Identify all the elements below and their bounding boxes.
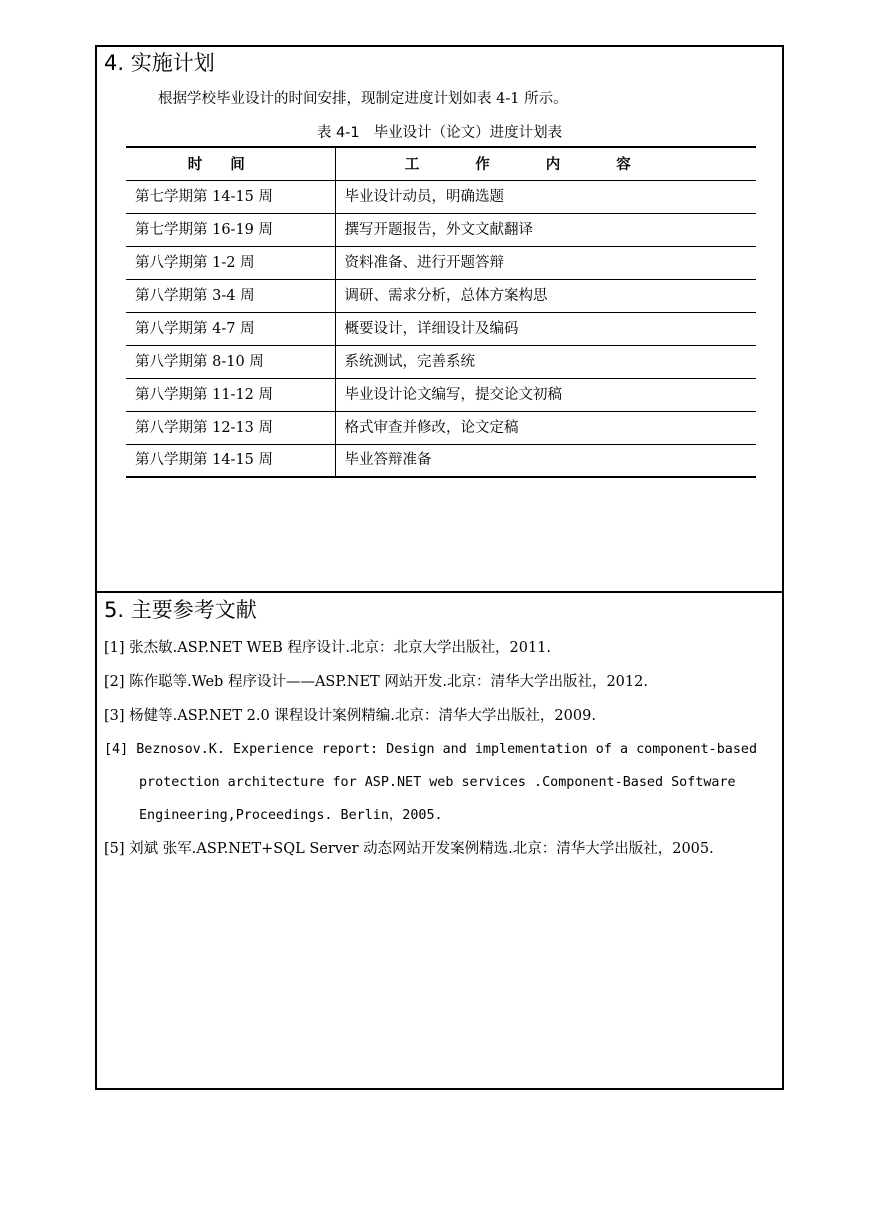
work-cell: 概要设计，详细设计及编码 — [335, 312, 756, 345]
reference-item: [2] 陈作聪等.Web 程序设计——ASP.NET 网站开发.北京：清华大学出版社，2012. — [104, 674, 648, 690]
time-cell: 第八学期第 14-15 周 — [126, 444, 335, 477]
work-cell: 毕业设计论文编写，提交论文初稿 — [335, 378, 756, 411]
table-header-row — [126, 147, 756, 180]
table-caption — [97, 123, 782, 143]
work-cell: 撰写开题报告，外文文献翻译 — [335, 213, 756, 246]
work-cell: 资料准备、进行开题答辩 — [335, 246, 756, 279]
reference-item: [1] 张杰敏.ASP.NET WEB 程序设计.北京：北京大学出版社，2011. — [104, 640, 552, 656]
column-header-time — [126, 147, 335, 180]
table-row — [126, 180, 756, 213]
reference-list — [104, 631, 780, 866]
table-row — [126, 378, 756, 411]
time-cell: 第八学期第 11-12 周 — [126, 378, 335, 411]
column-header-work — [335, 147, 756, 180]
document-frame — [95, 45, 784, 1090]
time-cell: 第八学期第 1-2 周 — [126, 246, 335, 279]
work-cell: 系统测试，完善系统 — [335, 345, 756, 378]
work-cell: 毕业答辩准备 — [335, 444, 756, 477]
schedule-table — [126, 146, 756, 478]
time-cell: 第七学期第 16-19 周 — [126, 213, 335, 246]
column-header-time-label: 时间 — [187, 157, 273, 174]
work-cell: 格式审查并修改，论文定稿 — [335, 411, 756, 444]
table-caption-title: 毕业设计（论文）进度计划表 — [373, 125, 563, 141]
reference-item: [5] 刘斌 张军.ASP.NET+SQL Server 动态网站开发案例精选.北京：清华大学出版社，2005. — [104, 841, 714, 857]
section-implementation-plan — [97, 47, 782, 593]
table-caption-number: 表 4-1 — [316, 125, 360, 141]
section-references — [97, 593, 782, 1090]
section-4-heading: 4. 实施计划 — [104, 51, 215, 75]
table-row — [126, 345, 756, 378]
time-cell: 第八学期第 8-10 周 — [126, 345, 335, 378]
work-cell: 毕业设计动员，明确选题 — [335, 180, 756, 213]
table-row — [126, 444, 756, 477]
time-cell: 第七学期第 14-15 周 — [126, 180, 335, 213]
table-row — [126, 246, 756, 279]
section-4-intro: 根据学校毕业设计的时间安排，现制定进度计划如表 4-1 所示。 — [158, 91, 568, 107]
column-header-work-label: 工作内容 — [404, 157, 687, 174]
time-cell: 第八学期第 3-4 周 — [126, 279, 335, 312]
table-row — [126, 411, 756, 444]
table-row — [126, 279, 756, 312]
work-cell: 调研、需求分析，总体方案构思 — [335, 279, 756, 312]
reference-item: [3] 杨健等.ASP.NET 2.0 课程设计案例精编.北京：清华大学出版社，2009. — [104, 708, 596, 724]
table-row — [126, 312, 756, 345]
time-cell: 第八学期第 4-7 周 — [126, 312, 335, 345]
section-5-heading: 5. 主要参考文献 — [104, 598, 257, 622]
reference-item: [4] Beznosov.K. Experience report: Design and implementation of a component-based protection architecture for ASP.NET web services .Component-Based Software Engineering,Proceedings. Berlin，2005. — [104, 742, 758, 823]
time-cell: 第八学期第 12-13 周 — [126, 411, 335, 444]
table-row — [126, 213, 756, 246]
